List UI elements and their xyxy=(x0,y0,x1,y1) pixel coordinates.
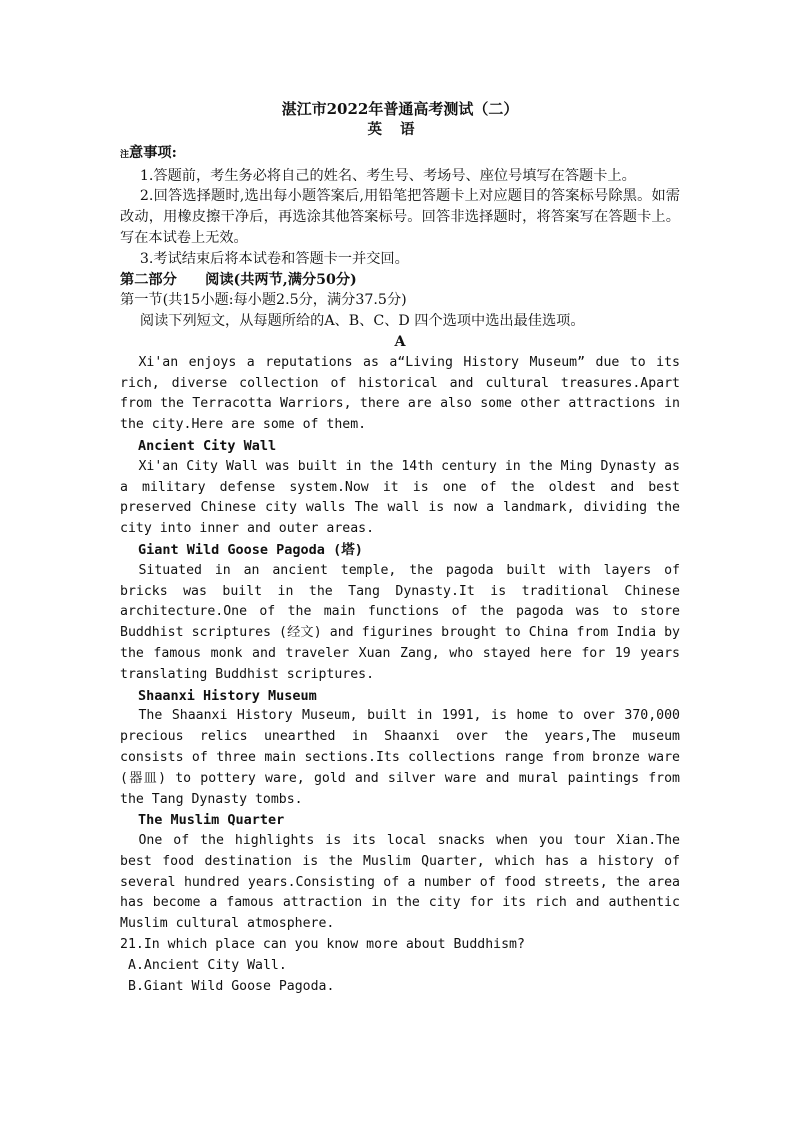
exam-page xyxy=(120,98,680,997)
section-text-muslim-quarter: One of the highlights is its local snacks when you tour Xian.The best food destination is the Muslim Quarter, which has a history of several hundred years.Consisting of a number of food streets, the area has become a famous attraction in the city for its rich and authentic Muslim cultural atmosphere. xyxy=(120,833,680,932)
notice-item-1: 1.答题前，考生务必将自己的姓名、考生号、考场号、座位号填写在答题卡上。 xyxy=(139,167,636,184)
notice-item-2: 2.回答选择题时,选出每小题答案后,用铅笔把答题卡上对应题目的答案标号除黑。如需改动，用橡皮擦干净后，再选涂其他答案标号。回答非选择题时，将答案写在答题卡上。写在本试卷上无效。 xyxy=(120,188,680,246)
question-21-option-a: A.Ancient City Wall. xyxy=(128,957,287,973)
notice-heading-text: 意事项: xyxy=(129,144,177,161)
exam-subject: 英语 xyxy=(367,121,433,138)
section-text-museum: The Shaanxi History Museum, built in 1991, is home to over 370,000 precious relics unearthed in Shaanxi over the years,The museum consists of three main sections.Its collections range from bronze ware (器皿) to pottery ware, gold and silver ware and mural paintings from the Tang Dynasty tombs. xyxy=(120,708,680,807)
section-heading-museum: Shaanxi History Museum xyxy=(138,687,317,704)
section-title: 第一节(共15小题:每小题2.5分，满分37.5分) xyxy=(120,292,407,309)
exam-title: 湛江市2022年普通高考测试（二） xyxy=(281,100,519,118)
question-21: 21.In which place can you know more about Buddhism? xyxy=(120,937,525,953)
notice-item-3: 3.考试结束后将本试卷和答题卡一并交回。 xyxy=(139,250,409,267)
section-text-pagoda: Situated in an ancient temple, the pagoda built with layers of bricks was built in the Tang Dynasty.It is traditional Chinese architecture.One of the main functions of the pagoda was to store Buddhist scriptures (经文) and figurines brought to China from India by the famous monk and traveler Xuan Zang, who stayed here for 19 years translating Buddhist scriptures. xyxy=(120,562,680,682)
section-text-city-wall: Xi'an City Wall was built in the 14th century in the Ming Dynasty as a military defense system.Now it is one of the oldest and best preserved Chinese city walls The wall is now a landmark, dividing the city into inner and outer areas. xyxy=(120,458,680,537)
reading-instruction: 阅读下列短文，从每题所给的A、B、C、D 四个选项中选出最佳选项。 xyxy=(139,313,585,330)
passage-intro: Xi'an enjoys a reputations as a“Living History Museum” due to its rich, diverse collection of historical and cultural treasures.Apart from the Terracotta Warriors, there are also some other attractions in the city.Here are some of them. xyxy=(120,354,680,433)
notice-heading-prefix: 注 xyxy=(120,149,130,160)
section-heading-muslim-quarter: The Muslim Quarter xyxy=(138,812,285,829)
part-title: 第二部分 阅读(共两节,满分50分) xyxy=(120,271,357,288)
passage-letter: A xyxy=(394,333,406,350)
section-heading-pagoda: Giant Wild Goose Pagoda (塔) xyxy=(138,541,363,558)
section-heading-city-wall: Ancient City Wall xyxy=(138,437,277,454)
notice-heading xyxy=(120,143,680,166)
question-21-option-b: B.Giant Wild Goose Pagoda. xyxy=(128,978,335,994)
